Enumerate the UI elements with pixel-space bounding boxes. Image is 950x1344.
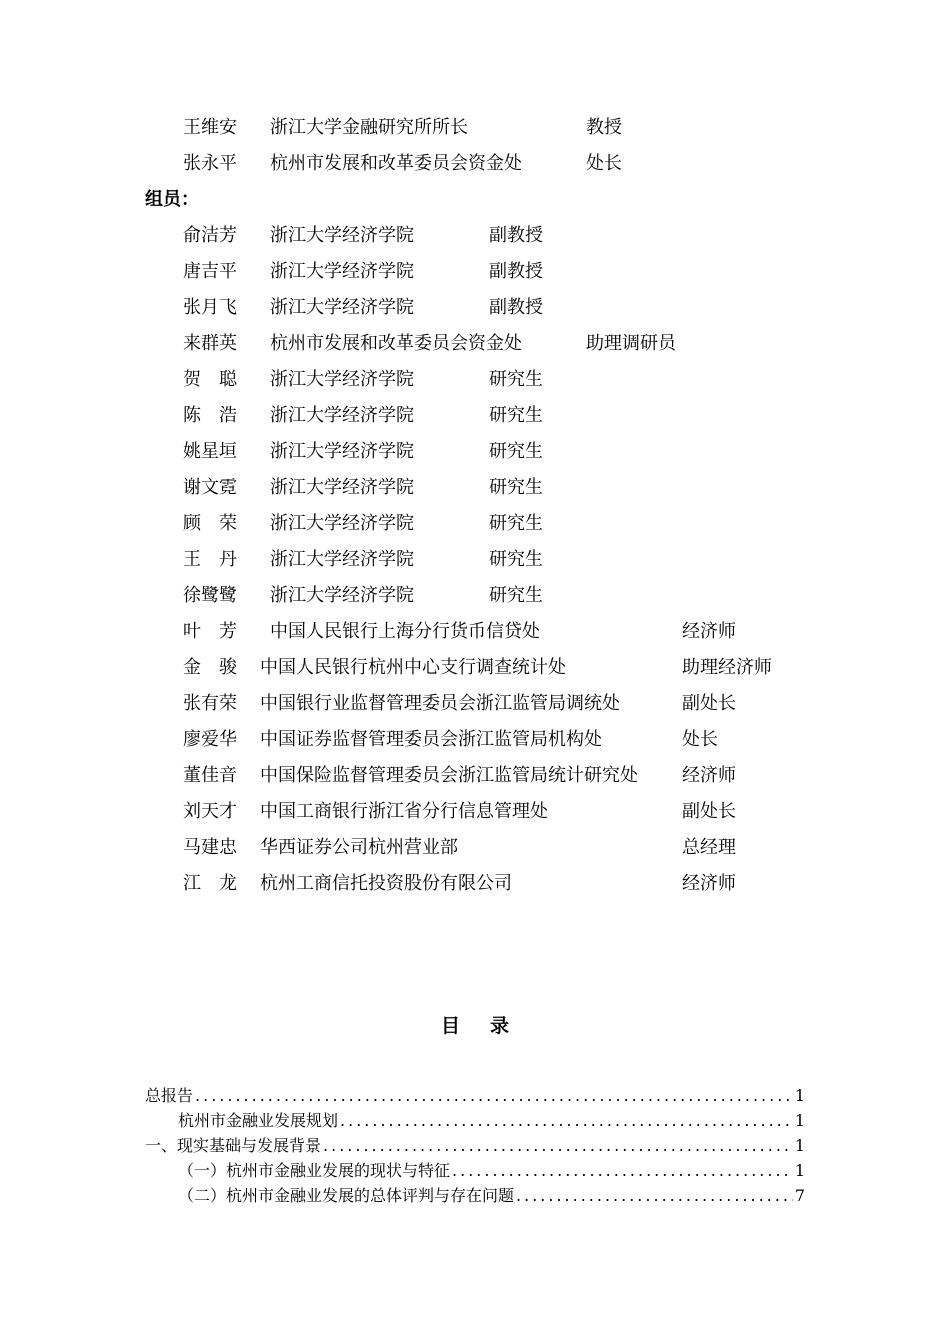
member-org: 杭州市发展和改革委员会资金处 — [270, 333, 522, 354]
member-name: 唐吉平 — [183, 261, 237, 282]
member-title: 研究生 — [489, 441, 543, 462]
member-name: 廖爱华 — [183, 729, 237, 750]
member-name: 来群英 — [183, 333, 237, 354]
member-name: 张月飞 — [183, 297, 237, 318]
member-title: 总经理 — [682, 837, 736, 858]
toc-page-number: 7 — [794, 1186, 805, 1205]
member-name: 徐鹭鹭 — [183, 585, 237, 606]
member-row — [0, 870, 950, 898]
member-org: 浙江大学经济学院 — [270, 513, 414, 534]
toc-entry-text: 杭州市金融业发展规划 — [178, 1111, 339, 1130]
member-name: 顾 荣 — [183, 513, 237, 534]
member-name: 江 龙 — [183, 873, 237, 894]
member-title: 教授 — [586, 117, 622, 138]
member-title: 经济师 — [682, 621, 736, 642]
member-row — [0, 762, 950, 790]
member-row — [0, 258, 950, 286]
member-title: 研究生 — [489, 477, 543, 498]
toc-leader-dots — [323, 1134, 793, 1158]
member-name: 金 骏 — [183, 657, 237, 678]
member-row — [0, 474, 950, 502]
member-row — [0, 618, 950, 646]
toc-leader-dots — [340, 1109, 793, 1133]
toc-entry[interactable] — [178, 1159, 805, 1183]
member-org: 浙江大学经济学院 — [270, 225, 414, 246]
member-row — [0, 690, 950, 718]
member-name: 王维安 — [183, 117, 237, 138]
toc-entry[interactable] — [145, 1134, 805, 1158]
toc-entry-text: （一）杭州市金融业发展的现状与特征 — [178, 1161, 451, 1180]
member-org: 浙江大学金融研究所所长 — [270, 117, 468, 138]
member-title: 处长 — [682, 729, 718, 750]
toc-page-number: 1 — [794, 1086, 805, 1105]
member-title: 副处长 — [682, 801, 736, 822]
member-org: 杭州工商信托投资股份有限公司 — [260, 873, 512, 894]
member-name: 张有荣 — [183, 693, 237, 714]
toc-entry[interactable] — [145, 1084, 805, 1108]
toc-title: 目录 — [440, 1015, 539, 1037]
member-row — [0, 798, 950, 826]
member-name: 马建忠 — [183, 837, 237, 858]
toc-leader-dots — [516, 1184, 793, 1208]
member-row — [0, 438, 950, 466]
member-title: 副教授 — [489, 261, 543, 282]
member-row — [0, 150, 950, 178]
member-org: 中国人民银行杭州中心支行调查统计处 — [260, 657, 566, 678]
member-name: 贺 聪 — [183, 369, 237, 390]
member-title: 研究生 — [489, 369, 543, 390]
toc-leader-dots — [195, 1084, 793, 1108]
member-org: 浙江大学经济学院 — [270, 549, 414, 570]
member-title: 研究生 — [489, 405, 543, 426]
member-org: 浙江大学经济学院 — [270, 261, 414, 282]
toc-entry[interactable] — [178, 1184, 805, 1208]
member-title: 研究生 — [489, 585, 543, 606]
member-name: 姚星垣 — [183, 441, 237, 462]
toc-page-number: 1 — [794, 1161, 805, 1180]
member-org: 华西证券公司杭州营业部 — [260, 837, 458, 858]
member-title: 经济师 — [682, 765, 736, 786]
member-title: 副处长 — [682, 693, 736, 714]
member-org: 中国工商银行浙江省分行信息管理处 — [260, 801, 548, 822]
member-org: 中国证券监督管理委员会浙江监管局机构处 — [260, 729, 602, 750]
member-org: 浙江大学经济学院 — [270, 297, 414, 318]
member-name: 张永平 — [183, 153, 237, 174]
member-name: 王 丹 — [183, 549, 237, 570]
member-org: 浙江大学经济学院 — [270, 369, 414, 390]
toc-entry[interactable] — [178, 1109, 805, 1133]
member-row — [0, 114, 950, 142]
member-row — [0, 582, 950, 610]
member-title: 经济师 — [682, 873, 736, 894]
member-row — [0, 222, 950, 250]
member-title: 处长 — [586, 153, 622, 174]
member-title: 助理调研员 — [586, 333, 676, 354]
toc-page-number: 1 — [794, 1136, 805, 1155]
member-row — [0, 330, 950, 358]
member-name: 陈 浩 — [183, 405, 237, 426]
member-org: 浙江大学经济学院 — [270, 585, 414, 606]
toc-entry-text: 总报告 — [145, 1086, 194, 1105]
member-row — [0, 546, 950, 574]
members-heading: 组员： — [145, 189, 199, 210]
member-name: 俞洁芳 — [183, 225, 237, 246]
member-org: 浙江大学经济学院 — [270, 477, 414, 498]
member-row — [0, 510, 950, 538]
member-row — [0, 654, 950, 682]
member-org: 杭州市发展和改革委员会资金处 — [270, 153, 522, 174]
member-row — [0, 726, 950, 754]
member-org: 浙江大学经济学院 — [270, 405, 414, 426]
member-title: 副教授 — [489, 297, 543, 318]
toc-page-number: 1 — [794, 1111, 805, 1130]
member-title: 助理经济师 — [682, 657, 772, 678]
member-row — [0, 834, 950, 862]
member-row — [0, 294, 950, 322]
member-title: 研究生 — [489, 513, 543, 534]
member-row — [0, 402, 950, 430]
member-name: 谢文霓 — [183, 477, 237, 498]
toc-leader-dots — [452, 1159, 793, 1183]
member-org: 中国银行业监督管理委员会浙江监管局调统处 — [260, 693, 620, 714]
member-org: 中国人民银行上海分行货币信贷处 — [270, 621, 540, 642]
member-title: 副教授 — [489, 225, 543, 246]
member-title: 研究生 — [489, 549, 543, 570]
member-org: 浙江大学经济学院 — [270, 441, 414, 462]
member-name: 刘天才 — [183, 801, 237, 822]
member-name: 董佳音 — [183, 765, 237, 786]
toc-entry-text: （二）杭州市金融业发展的总体评判与存在问题 — [178, 1186, 515, 1205]
member-row — [0, 366, 950, 394]
member-name: 叶 芳 — [183, 621, 237, 642]
toc-entry-text: 一、现实基础与发展背景 — [145, 1136, 322, 1155]
member-org: 中国保险监督管理委员会浙江监管局统计研究处 — [260, 765, 638, 786]
